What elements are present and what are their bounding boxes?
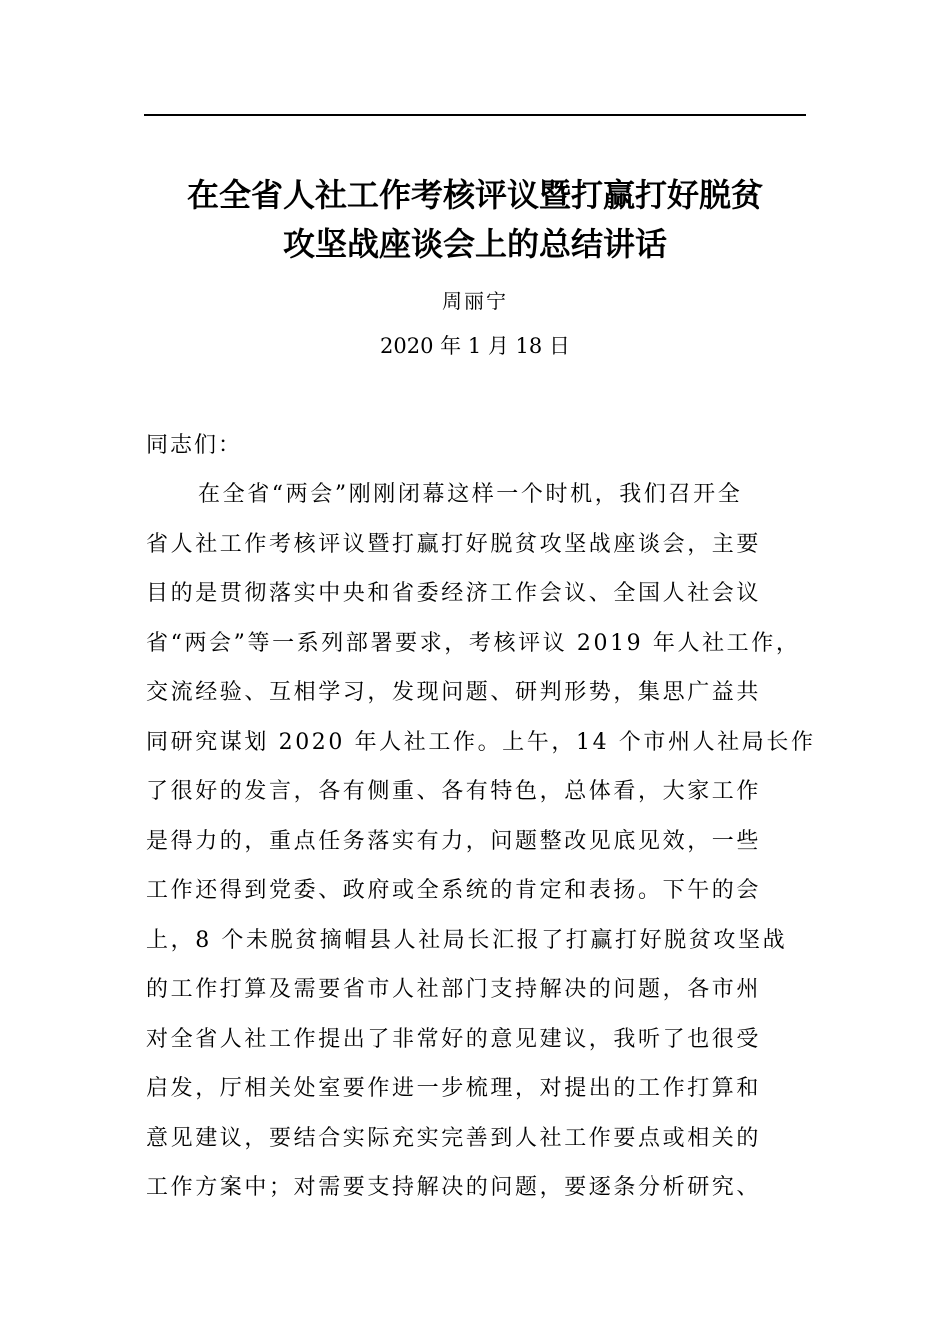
paragraph-line: 目的是贯彻落实中央和省委经济工作会议、全国人社会议 [146, 581, 762, 606]
paragraph-line: 是得力的，重点任务落实有力，问题整改见底见效，一些 [146, 828, 762, 854]
paragraph-line: 同研究谋划 2020 年人社工作。上午，14 个市州人社局长作 [146, 729, 816, 755]
paragraph-line: 省人社工作考核评议暨打赢打好脱贫攻坚战座谈会，主要 [146, 531, 762, 557]
header-rule [144, 114, 806, 116]
author-name: 周丽宁 [442, 289, 508, 313]
body-paragraph [146, 480, 836, 1223]
paragraph-line: 工作方案中；对需要支持解决的问题，要逐条分析研究、 [146, 1175, 762, 1200]
paragraph-line: 工作还得到党委、政府或全系统的肯定和表扬。下午的会 [146, 878, 762, 903]
paragraph-line: 的工作打算及需要省市人社部门支持解决的问题，各市州 [146, 977, 762, 1002]
speech-date: 2020 年 1 月 18 日 [380, 334, 570, 358]
document-title-line-1: 在全省人社工作考核评议暨打赢打好脱贫 [186, 176, 763, 214]
paragraph-line: 了很好的发言，各有侧重、各有特色，总体看，大家工作 [146, 779, 762, 804]
paragraph-line: 在全省“两会”刚刚闭幕这样一个时机，我们召开全 [198, 482, 743, 507]
paragraph-line: 意见建议，要结合实际充实完善到人社工作要点或相关的 [146, 1125, 762, 1151]
paragraph-line: 交流经验、互相学习，发现问题、研判形势，集思广益共 [146, 680, 762, 705]
paragraph-line: 上，8 个未脱贫摘帽县人社局长汇报了打赢打好脱贫攻坚战 [146, 927, 788, 953]
paragraph-line: 启发，厅相关处室要作进一步梳理，对提出的工作打算和 [146, 1076, 762, 1101]
paragraph-line: 对全省人社工作提出了非常好的意见建议，我听了也很受 [146, 1026, 762, 1052]
document-title-line-2: 攻坚战座谈会上的总结讲话 [282, 225, 667, 263]
salutation: 同志们： [146, 433, 243, 458]
paragraph-line: 省“两会”等一系列部署要求，考核评议 2019 年人社工作， [146, 630, 801, 656]
